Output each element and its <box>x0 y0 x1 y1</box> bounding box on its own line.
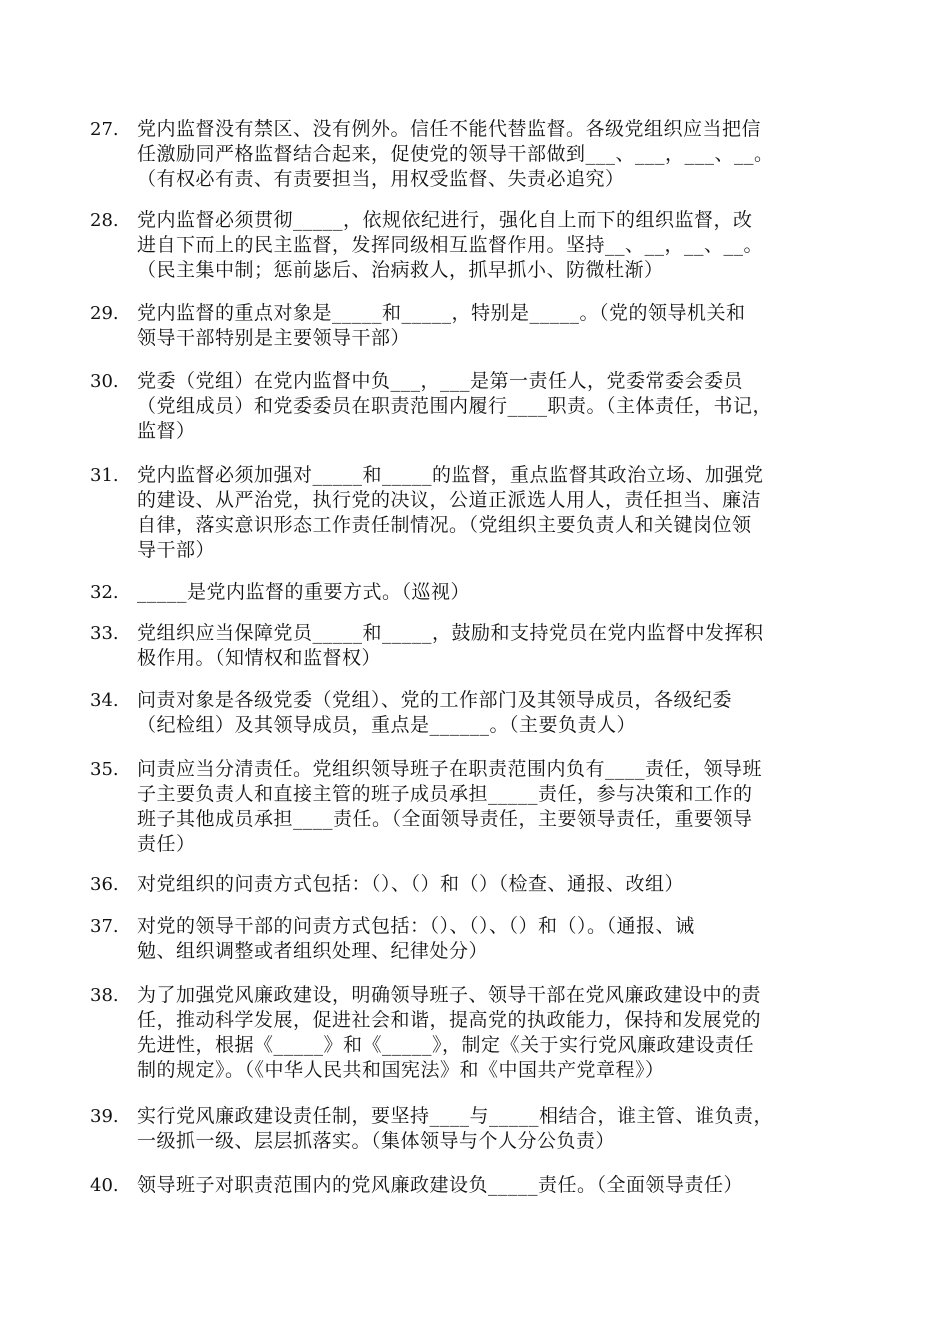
question-line: 自律，落实意识形态工作责任制情况。（党组织主要负责人和关键岗位领 <box>137 514 752 536</box>
question-line: 导干部） <box>137 539 216 561</box>
question-line: 领导干部特别是主要领导干部） <box>137 327 411 349</box>
question-number: 37. <box>90 916 119 937</box>
question-line: 班子其他成员承担____责任。（全面领导责任，主要领导责任，重要领导 <box>137 808 753 830</box>
question-line: 勉、组织调整或者组织处理、纪律处分） <box>137 940 489 962</box>
question-38 <box>90 983 865 1083</box>
question-line: （党组成员）和党委委员在职责范围内履行____职责。（主体责任，书记， <box>137 395 773 417</box>
question-number: 30. <box>90 371 119 392</box>
question-line: 子主要负责人和直接主管的班子成员承担_____责任，参与决策和工作的 <box>137 783 753 805</box>
question-text <box>137 688 865 738</box>
question-37 <box>90 914 865 964</box>
question-29 <box>90 301 865 351</box>
question-text <box>137 1104 865 1154</box>
question-line: 问责应当分清责任。党组织领导班子在职责范围内负有____责任，领导班 <box>137 758 763 780</box>
question-27 <box>90 117 865 192</box>
question-line: 对党的领导干部的问责方式包括：（）、（）、（）和（）。（通报、诫 <box>137 915 695 937</box>
question-line: 党内监督没有禁区、没有例外。信任不能代替监督。各级党组织应当把信 <box>137 118 762 140</box>
question-30 <box>90 369 865 444</box>
question-36 <box>90 872 865 897</box>
question-text <box>137 463 865 563</box>
question-line: 为了加强党风廉政建设，明确领导班子、领导干部在党风廉政建设中的责 <box>137 984 762 1006</box>
question-line: （有权必有责、有责要担当，用权受监督、失责必追究） <box>137 168 625 190</box>
question-text <box>137 369 865 444</box>
question-text <box>137 580 865 605</box>
question-line: 先进性，根据《_____》和《_____》，制定《关于实行党风廉政建设责任 <box>137 1034 755 1056</box>
question-number: 28. <box>90 210 119 231</box>
question-34 <box>90 688 865 738</box>
question-text <box>137 914 865 964</box>
question-number: 38. <box>90 985 119 1006</box>
question-line: 制的规定》。（《中华人民共和国宪法》和《中国共产党章程》） <box>137 1059 665 1081</box>
question-line: 实行党风廉政建设责任制，要坚持____与_____相结合，谁主管、谁负责， <box>137 1105 774 1127</box>
question-text <box>137 983 865 1083</box>
question-39 <box>90 1104 865 1154</box>
question-line: 一级抓一级、层层抓落实。（集体领导与个人分公负责） <box>137 1130 616 1152</box>
question-number: 31. <box>90 465 119 486</box>
question-line: 任，推动科学发展，促进社会和谐，提高党的执政能力，保持和发展党的 <box>137 1009 762 1031</box>
question-line: 极作用。（知情权和监督权） <box>137 647 382 669</box>
question-line: 任激励同严格监督结合起来，促使党的领导干部做到___、___，___、__。 <box>137 143 774 165</box>
question-line: 的建设、从严治党，执行党的决议，公道正派选人用人，责任担当、廉洁 <box>137 489 762 511</box>
question-text <box>137 621 865 671</box>
question-line: （民主集中制；惩前毖后、治病救人，抓早抓小、防微杜渐） <box>137 259 664 281</box>
question-number: 29. <box>90 303 119 324</box>
question-number: 36. <box>90 874 119 895</box>
question-number: 34. <box>90 690 119 711</box>
question-number: 39. <box>90 1106 119 1127</box>
question-text <box>137 757 865 857</box>
question-line: 党内监督的重点对象是_____和_____，特别是_____。（党的领导机关和 <box>137 302 746 324</box>
question-number: 35. <box>90 759 119 780</box>
question-number: 32. <box>90 582 119 603</box>
question-text <box>137 208 865 283</box>
question-text <box>137 301 865 351</box>
question-line: 监督） <box>137 420 196 442</box>
question-line: 问责对象是各级党委（党组）、党的工作部门及其领导成员，各级纪委 <box>137 689 733 711</box>
question-number: 33. <box>90 623 119 644</box>
question-text <box>137 872 865 897</box>
question-line: 领导班子对职责范围内的党风廉政建设负_____责任。（全面领导责任） <box>137 1174 744 1196</box>
question-text <box>137 1173 865 1198</box>
question-32 <box>90 580 865 605</box>
question-line: 进自下而上的民主监督，发挥同级相互监督作用。坚持__、__，__、__。 <box>137 234 764 256</box>
question-33 <box>90 621 865 671</box>
question-text <box>137 117 865 192</box>
question-40 <box>90 1173 865 1198</box>
question-number: 40. <box>90 1175 119 1196</box>
question-line: 党内监督必须加强对_____和_____的监督，重点监督其政治立场、加强党 <box>137 464 764 486</box>
question-35 <box>90 757 865 857</box>
question-line: （纪检组）及其领导成员，重点是______。（主要负责人） <box>137 714 637 736</box>
question-31 <box>90 463 865 563</box>
question-line: 党组织应当保障党员_____和_____，鼓励和支持党员在党内监督中发挥积 <box>137 622 764 644</box>
question-28 <box>90 208 865 283</box>
question-line: _____是党内监督的重要方式。（巡视） <box>137 581 471 603</box>
question-line: 党内监督必须贯彻_____，依规依纪进行，强化自上而下的组织监督，改 <box>137 209 753 231</box>
question-number: 27. <box>90 119 119 140</box>
question-line: 对党组织的问责方式包括：（）、（）和（）（检查、通报、改组） <box>137 873 685 895</box>
question-line: 责任） <box>137 833 196 855</box>
question-line: 党委（党组）在党内监督中负___，___是第一责任人，党委常委会委员 <box>137 370 744 392</box>
